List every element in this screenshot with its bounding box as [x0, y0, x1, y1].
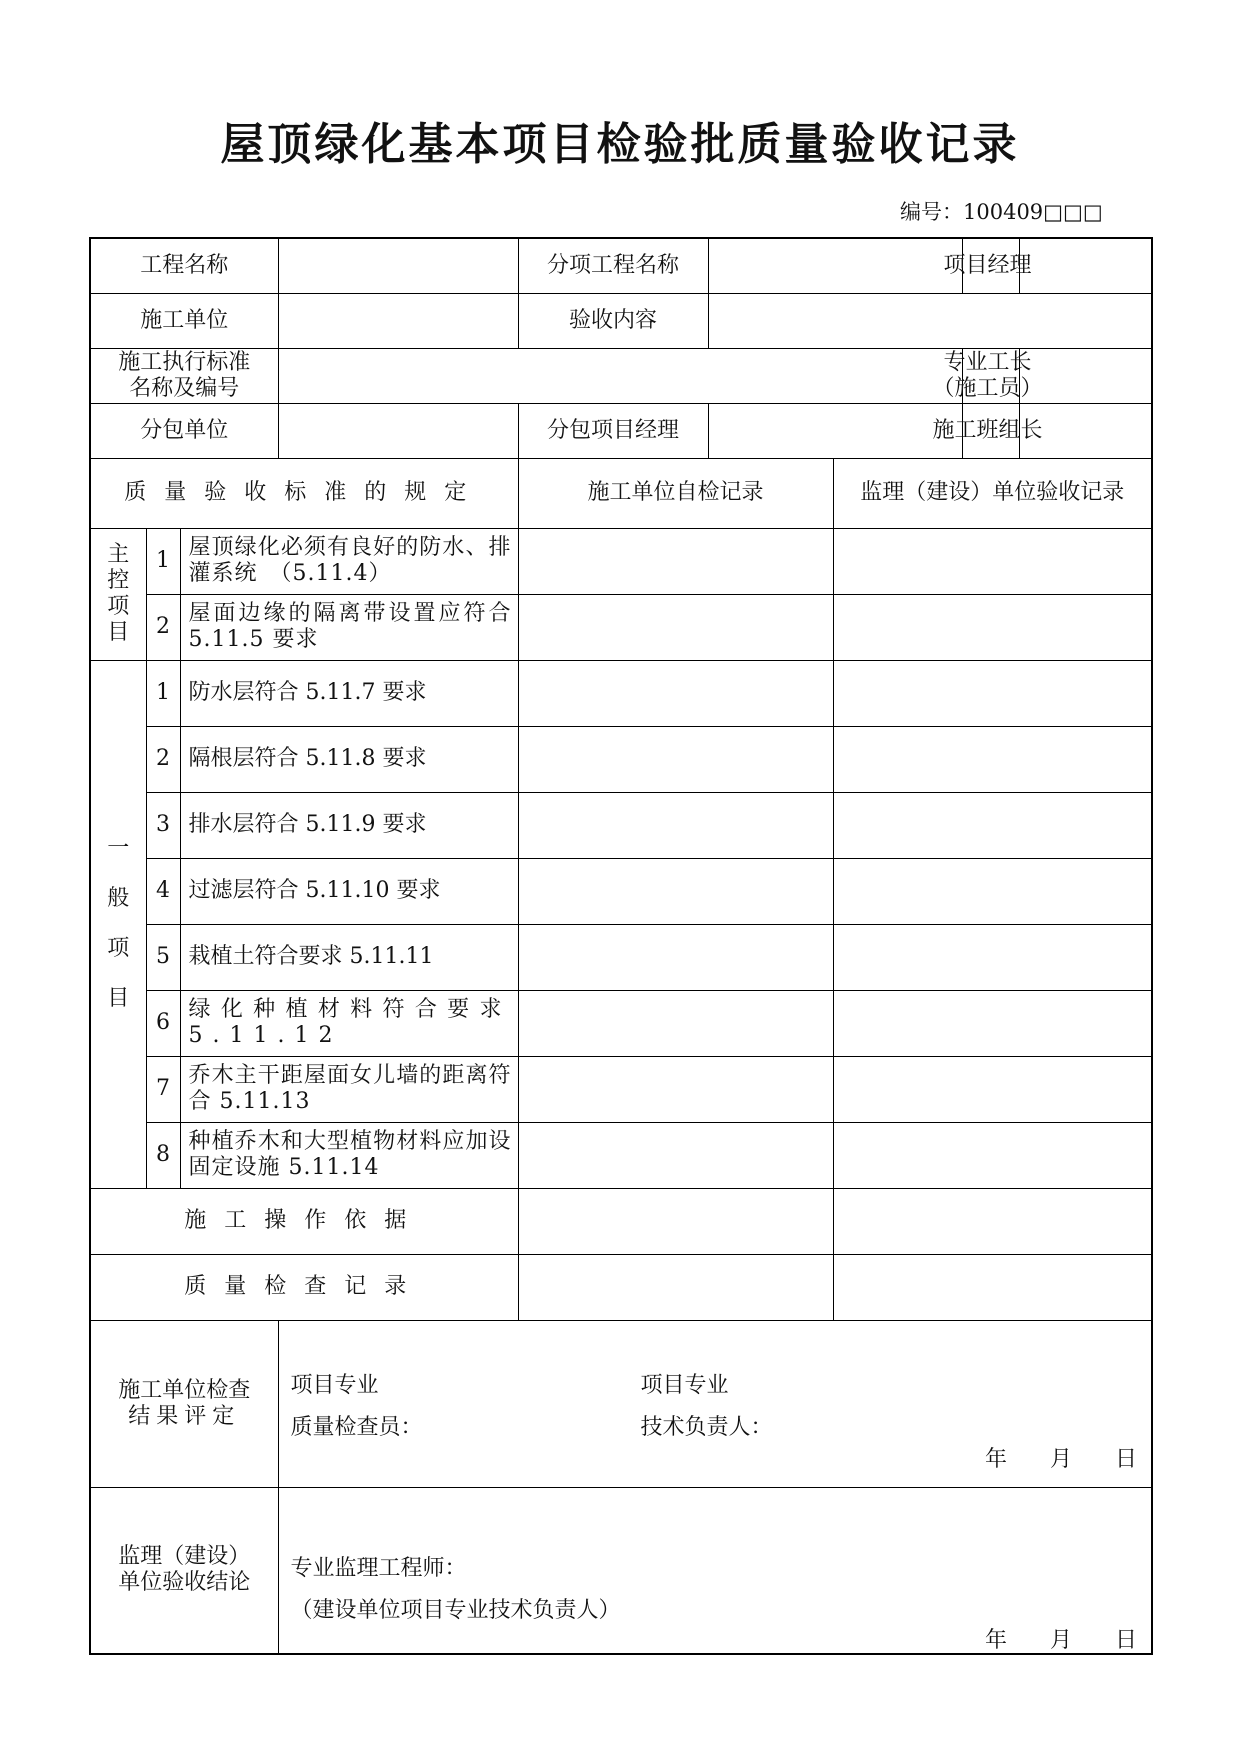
project-name-field[interactable] [278, 238, 518, 293]
acceptance-content-label: 验收内容 [518, 293, 708, 348]
month-label: 月 [1050, 1446, 1073, 1472]
self-check-cell[interactable] [518, 660, 833, 726]
self-check-cell[interactable] [518, 858, 833, 924]
self-check-cell[interactable] [518, 1122, 833, 1188]
supervision-column-header: 监理（建设）单位验收记录 [833, 458, 1152, 528]
standard-label [90, 348, 278, 403]
item-text: 排水层符合 5.11.9 要求 [180, 792, 518, 858]
year-label: 年 [984, 1446, 1007, 1472]
item-number: 1 [146, 660, 180, 726]
construction-unit-field[interactable] [278, 293, 518, 348]
self-check-cell[interactable] [518, 726, 833, 792]
item-text: 栽植土符合要求 5.11.11 [180, 924, 518, 990]
item-number: 8 [146, 1122, 180, 1188]
self-check-cell[interactable] [518, 924, 833, 990]
project-manager-label: 项目经理 [962, 238, 1019, 293]
foreman-label [932, 348, 1043, 403]
supervision-eval-date [949, 1628, 1137, 1654]
acceptance-content-field[interactable] [708, 293, 1152, 348]
general-label: 一 般 项 目 [90, 660, 146, 1188]
column-header-row [90, 458, 1152, 528]
item-text: 屋面边缘的隔离带设置应符合 5.11.5 要求 [180, 594, 518, 660]
supervision-cell[interactable] [833, 726, 1152, 792]
header-row-1 [90, 238, 1152, 293]
basis-label: 施工操作依据 [90, 1188, 518, 1254]
tech-label-1: 项目专业 [640, 1372, 729, 1398]
supervision-eval-label [90, 1487, 278, 1654]
supervision-cell[interactable] [833, 660, 1152, 726]
team-leader-label: 施工班组长 [962, 403, 1019, 458]
foreman-label-line-2: （施工员） [932, 375, 1043, 401]
item-number: 6 [146, 990, 180, 1056]
supervision-cell[interactable] [833, 594, 1152, 660]
general-row-6 [90, 990, 1152, 1056]
general-row-4 [90, 858, 1152, 924]
supervision-cell[interactable] [833, 858, 1152, 924]
owner-label: （建设单位项目专业技术负责人） [290, 1597, 621, 1623]
general-row-7 [90, 1056, 1152, 1122]
supervision-eval-cell[interactable] [278, 1487, 1152, 1654]
supervision-cell[interactable] [833, 528, 1152, 594]
main-control-row-1 [90, 528, 1152, 594]
sub-project-label: 分项工程名称 [518, 238, 708, 293]
item-text: 乔木主干距屋面女儿墙的距离符合 5.11.13 [180, 1056, 518, 1122]
basis-supervision-cell[interactable] [833, 1188, 1152, 1254]
supervision-eval-row [90, 1487, 1152, 1654]
basis-row [90, 1188, 1152, 1254]
project-name-label: 工程名称 [90, 238, 278, 293]
inspector-label-2: 质量检查员： [290, 1414, 423, 1440]
construction-eval-row [90, 1320, 1152, 1487]
general-row-3 [90, 792, 1152, 858]
self-check-column-header: 施工单位自检记录 [518, 458, 833, 528]
construction-eval-label-line-1: 施工单位检查 [118, 1377, 251, 1403]
supervision-eval-label-line-1: 监理（建设） [118, 1544, 251, 1570]
supervision-cell[interactable] [833, 1122, 1152, 1188]
supervision-cell[interactable] [833, 1056, 1152, 1122]
day-label: 日 [1115, 1446, 1138, 1472]
record-row [90, 1254, 1152, 1320]
item-number: 2 [146, 726, 180, 792]
construction-eval-label [90, 1320, 278, 1487]
general-row-1 [90, 660, 1152, 726]
main-control-label: 主 控 项 目 [90, 528, 146, 660]
self-check-cell[interactable] [518, 1056, 833, 1122]
item-text: 绿化种植材料符合要求 5.11.12 [180, 990, 518, 1056]
item-number: 5 [146, 924, 180, 990]
header-row-4 [90, 403, 1152, 458]
construction-eval-label-line-2: 结果评定 [128, 1403, 241, 1429]
item-text: 隔根层符合 5.11.8 要求 [180, 726, 518, 792]
inspector-label-1: 项目专业 [290, 1372, 379, 1398]
record-label: 质量检查记录 [90, 1254, 518, 1320]
self-check-cell[interactable] [518, 990, 833, 1056]
standard-label-line-1: 施工执行标准 [118, 349, 251, 375]
standard-column-header: 质量验收标准的规定 [90, 458, 518, 528]
header-row-2 [90, 293, 1152, 348]
standard-label-line-2: 名称及编号 [129, 375, 240, 401]
self-check-cell[interactable] [518, 792, 833, 858]
sub-manager-label: 分包项目经理 [518, 403, 708, 458]
header-row-3 [90, 348, 1152, 403]
item-text: 防水层符合 5.11.7 要求 [180, 660, 518, 726]
construction-unit-label: 施工单位 [90, 293, 278, 348]
standard-field[interactable] [278, 348, 962, 403]
year-label: 年 [984, 1627, 1007, 1653]
item-text: 屋顶绿化必须有良好的防水、排灌系统 （5.11.4） [180, 528, 518, 594]
self-check-cell[interactable] [518, 528, 833, 594]
month-label: 月 [1050, 1627, 1073, 1653]
subcontractor-label: 分包单位 [90, 403, 278, 458]
construction-eval-cell[interactable] [278, 1320, 1152, 1487]
item-text: 种植乔木和大型植物材料应加设固定设施 5.11.14 [180, 1122, 518, 1188]
self-check-cell[interactable] [518, 594, 833, 660]
record-self-check-cell[interactable] [518, 1254, 833, 1320]
item-text: 过滤层符合 5.11.10 要求 [180, 858, 518, 924]
item-number: 7 [146, 1056, 180, 1122]
general-row-2 [90, 726, 1152, 792]
item-number: 4 [146, 858, 180, 924]
basis-self-check-cell[interactable] [518, 1188, 833, 1254]
supervision-cell[interactable] [833, 924, 1152, 990]
general-row-8 [90, 1122, 1152, 1188]
record-supervision-cell[interactable] [833, 1254, 1152, 1320]
day-label: 日 [1115, 1627, 1138, 1653]
supervision-cell[interactable] [833, 792, 1152, 858]
main-control-row-2 [90, 594, 1152, 660]
tech-label-2: 技术负责人： [640, 1414, 773, 1440]
supervision-eval-label-line-2: 单位验收结论 [118, 1570, 251, 1596]
subcontractor-field[interactable] [278, 403, 518, 458]
supervision-cell[interactable] [833, 990, 1152, 1056]
inspection-form [89, 237, 1153, 1655]
foreman-label-line-1: 专业工长 [943, 349, 1032, 375]
page-title: 屋顶绿化基本项目检验批质量验收记录 [220, 119, 1020, 170]
item-number: 3 [146, 792, 180, 858]
general-row-5 [90, 924, 1152, 990]
item-number: 2 [146, 594, 180, 660]
construction-eval-date [949, 1447, 1137, 1473]
document-code: 编号：100409□□□ [900, 200, 1103, 224]
item-number: 1 [146, 528, 180, 594]
engineer-label: 专业监理工程师： [290, 1555, 467, 1581]
